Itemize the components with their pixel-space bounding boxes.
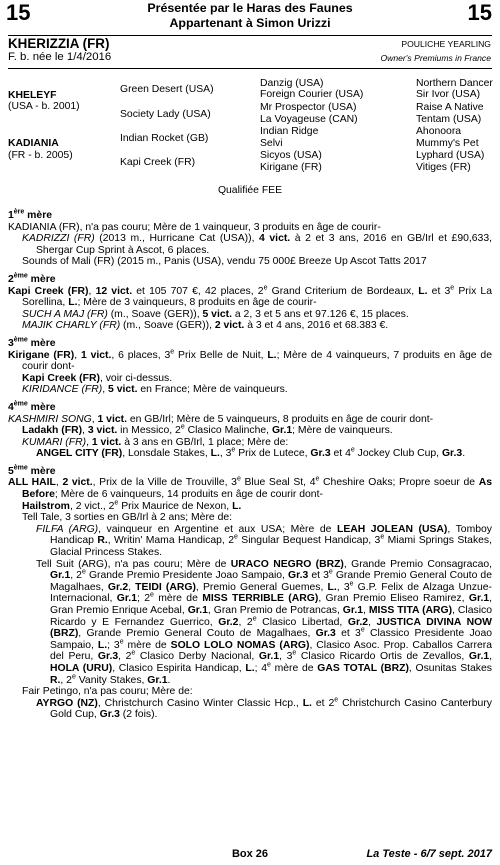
lot-number-right: 15 <box>467 0 492 25</box>
great-great-grandparent: Northern Dancer <box>416 78 493 89</box>
horse-name: KHERIZZIA (FR) <box>8 36 110 51</box>
dam-paragraph: Kapi Creek (FR), 12 vict. et 105 707 €, 42 places, 2e Grand Criterium de Bordeaux, L. et 3e Prix La Sorellina, L.; Mère de 3 vainqueurs, 8 produits en âge de courir- <box>8 284 492 309</box>
lot-number-left: 15 <box>6 0 31 25</box>
produce-entry: Fair Petingo, n'a pas couru; Mère de: <box>22 686 193 698</box>
great-grandparent: Kirigane (FR) <box>260 162 322 173</box>
section-title-1st-dam: 1ère mère <box>8 208 53 221</box>
great-great-grandparent: Lyphard (USA) <box>416 150 485 161</box>
produce-entry: Hailstrom, 2 vict., 2e Prix Maurice de Nexon, L. <box>22 499 242 512</box>
great-great-grandparent: Mummy's Pet <box>416 138 479 149</box>
produce-entry: KUMARI (FR), 1 vict. à 3 ans en GB/Irl, 1 place; Mère de: <box>22 436 289 448</box>
section-title-2nd-dam: 2ème mère <box>8 272 56 285</box>
dam-paragraph: KASHMIRI SONG, 1 vict. en GB/Irl; Mère de 5 vainqueurs, 8 produits en âge de courir dont- <box>8 413 434 425</box>
produce-entry: Kapi Creek (FR), voir ci-dessus. <box>22 372 173 384</box>
presented-by: Présentée par le Haras des Faunes <box>147 1 353 15</box>
dam-name: KADIANIA <box>8 138 59 149</box>
box-number: Box 26 <box>231 848 269 860</box>
header-presenter <box>0 1 500 30</box>
grandparent: Kapi Creek (FR) <box>120 157 196 168</box>
horse-category: Owner's Premiums in France <box>380 53 491 63</box>
produce-entry: MAJIK CHARLY (FR) (m., Soave (GER)), 2 vict. à 3 et 4 ans, 2016 et 68.383 €. <box>22 320 389 332</box>
produce-entry: Tell Tale, 3 sorties en GB/Irl à 2 ans; Mère de: <box>22 512 233 524</box>
section-title-5th-dam: 5ème mère <box>8 464 56 477</box>
produce-entry: Ladakh (FR), 3 vict. in Messico, 2e Clasico Malinche, Gr.1; Mère de vainqueurs. <box>22 423 393 437</box>
produce-entry: KADRIZZI (FR) (2013 m., Hurricane Cat (USA)), 4 vict. à 2 et 3 ans, 2016 en GB/Irl et £90,633, Shergar Cup Sprint à Ascot, 6 places. <box>22 233 492 256</box>
dam-paragraph: ALL HAIL, 2 vict., Prix de la Ville de Trouville, 3e Blue Seal St, 4e Cheshire Oaks; Propre soeur de As Before; Mère de 6 vainqueurs, 14 produits en âge de courir dont- <box>8 476 493 501</box>
great-grandparent: Foreign Courier (USA) <box>260 89 364 100</box>
great-grandparent: Sicyos (USA) <box>260 150 322 161</box>
produce-entry: SUCH A MAJ (FR) (m., Soave (GER)), 5 vict. a 2, 3 et 5 ans et 97.126 €, 15 places. <box>22 308 409 320</box>
horse-description: F. b. née le 1/4/2016 <box>8 51 112 63</box>
great-great-grandparent: Vitiges (FR) <box>416 162 471 173</box>
dam-info: (FR - b. 2005) <box>8 150 73 161</box>
sire-info: (USA - b. 2001) <box>8 101 80 112</box>
section-title-3rd-dam: 3ème mère <box>8 336 56 349</box>
produce-entry: FILFA (ARG), vainqueur en Argentine et aux USA; Mère de LEAH JOLEAN (USA), Tomboy Handicap R., Writin' Mama Handicap, 2e Singular Bequest Handicap, 3e Miami Springs Stakes, Glacial Princess Stakes. <box>36 523 493 559</box>
pedigree-table <box>8 78 494 178</box>
sire-name: KHELEYF <box>8 90 57 101</box>
dam-paragraph: KADIANIA (FR), n'a pas couru; Mère de 1 vainqueur, 3 produits en âge de courir- <box>8 221 381 233</box>
great-grandparent: Selvi <box>260 138 283 149</box>
grandparent: Indian Rocket (GB) <box>120 133 209 144</box>
produce-entry: ANGEL CITY (FR), Lonsdale Stakes, L., 3e Prix de Lutece, Gr.3 et 4e Jockey Club Cup, Gr.3. <box>36 446 466 460</box>
sale-name: La Teste - 6/7 sept. 2017 <box>366 848 492 860</box>
great-grandparent: Mr Prospector (USA) <box>260 102 357 113</box>
great-grandparent: Danzig (USA) <box>260 78 324 89</box>
produce-entry: AYRGO (NZ), Christchurch Casino Winter Classic Hcp., L. et 2e Christchurch Casino Canterbury Gold Cup, Gr.3 (2 fois). <box>36 696 492 721</box>
grandparent: Green Desert (USA) <box>120 84 214 95</box>
dam-paragraph: Kirigane (FR), 1 vict., 6 places, 3e Prix Belle de Nuit, L.; Mère de 4 vainqueurs, 7 produits en âge de courir dont- <box>8 348 492 373</box>
family-notes <box>8 210 492 721</box>
great-grandparent: Indian Ridge <box>260 126 319 137</box>
produce-entry: Tell Suit (ARG), n'a pas couru; Mère de URACO NEGRO (BRZ), Grande Premio Consagracao, Gr.1, 2e Grande Premio Presidente Joao Sampaio, Gr.3 et 3e Grande Premio General Couto de Magalhaes, Gr.2, TEIDI (ARG), Premio General Guemes, L., 3e G.P. Felix de Alzaga Unzue-Internacional, Gr.1; 2e mère de MISS TERRIBLE (ARG), Gran Premio Eliseo Ramirez, Gr.1, Gran Premio Enrique Acebal, Gr.1, Gran Premio de Potrancas, Gr.1, MISS TITA (ARG), Clasico Ricardo y E Fernandez Guerrico, Gr.2, 2e Clasico Libertad, Gr.2, JUSTICA DIVINA NOW (BRZ), Grande Premio General Couto de Magalhaes, Gr.3 et 3e Classico Presidente Joao Sampaio, L.; 3e mère de SOLO LOLO NOMAS (ARG), Clasico Asoc. Prop. Caballos Carrera del Peru, Gr.3, 2e Clasico Derby Nacional, Gr.1, 3e Clasico Ricardo Ortis de Zevallos, Gr.1, HOLA (URU), Clasico Espirita Handicap, L.; 4e mère de GAS TOTAL (BRZ), Osunitas Stakes R., 2e Vanity Stakes, Gr.1. <box>36 558 493 686</box>
section-title-4th-dam: 4ème mère <box>8 400 56 413</box>
great-great-grandparent: Sir Ivor (USA) <box>416 89 481 100</box>
qualification: Qualifiée FEE <box>217 185 283 196</box>
produce-entry: Sounds of Mali (FR) (2015 m., Panis (USA), vendu 75 000£ Breeze Up Ascot Tatts 2017 <box>22 256 427 268</box>
grandparent: Society Lady (USA) <box>120 109 211 120</box>
great-great-grandparent: Raise A Native <box>416 102 484 113</box>
pedigree-rule <box>8 68 492 69</box>
owner: Appartenant à Simon Urizzi <box>169 15 331 30</box>
great-great-grandparent: Ahonoora <box>416 126 462 137</box>
great-great-grandparent: Tentam (USA) <box>416 114 482 125</box>
produce-entry: KIRIDANCE (FR), 5 vict. en France; Mère de vainqueurs. <box>22 384 288 396</box>
great-grandparent: La Voyageuse (CAN) <box>260 114 358 125</box>
horse-type: POULICHE YEARLING <box>401 39 491 49</box>
